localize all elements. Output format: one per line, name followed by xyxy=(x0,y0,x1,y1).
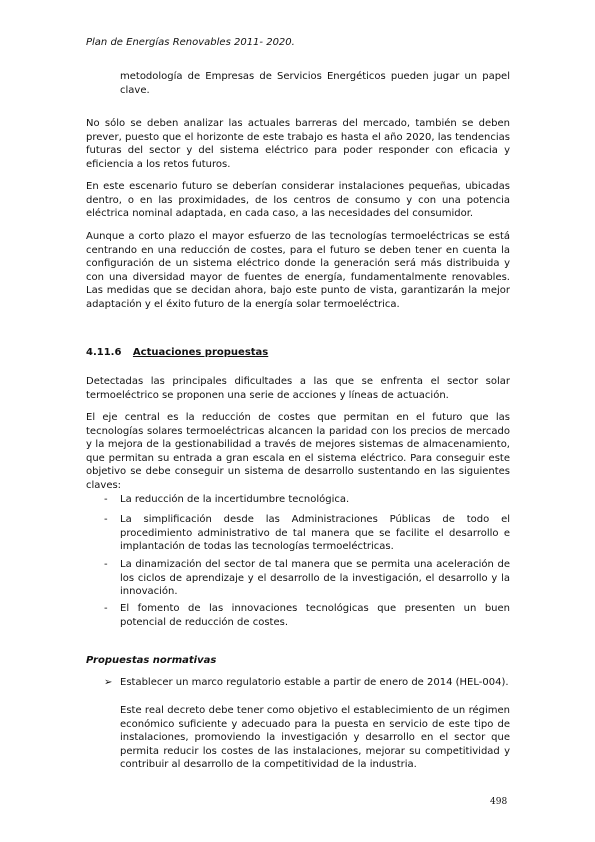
paragraph-continuation: metodología de Empresas de Servicios Energéticos pueden jugar un papel clave. xyxy=(120,71,510,96)
paragraph-difficulties: Detectadas las principales dificultades a las que se enfrenta el sector solar termoeléctrico se proponen una serie de acciones y líneas de actuación. xyxy=(86,376,510,401)
bullet-marker: - xyxy=(104,603,108,614)
section-heading xyxy=(86,347,268,358)
section-title: Actuaciones propuestas xyxy=(132,347,269,358)
page-number: 498 xyxy=(490,797,508,807)
list-item: La simplificación desde las Administraciones Públicas de todo el procedimiento administrativo de tal manera que se facilite el desarrollo e implantación de todas las tecnologías termoeléctricas. xyxy=(120,514,510,552)
paragraph-barriers: No sólo se deben analizar las actuales barreras del mercado, también se deben prever, puesto que el horizonte de este trabajo es hasta el año 2020, las tendencias futuras del sector y del sistema eléctrico para poder responder con eficacia y eficiencia a los retos futuros. xyxy=(86,118,510,170)
arrow-bullet-icon: ➢ xyxy=(104,677,113,688)
list-item: La dinamización del sector de tal manera que se permita una aceleración de los ciclos de aprendizaje y el desarrollo de la investigación, el desarrollo y la innovación. xyxy=(120,559,510,597)
bullet-marker: - xyxy=(104,559,108,570)
paragraph-scenario: En este escenario futuro se deberían considerar instalaciones pequeñas, ubicadas dentro, o en las proximidades, de los centros de consumo y con una potencia eléctrica nominal adaptada, en cada caso, a las necesidades del consumidor. xyxy=(86,181,510,219)
section-number: 4.11.6 xyxy=(86,347,122,358)
list-item: La reducción de la incertidumbre tecnológica. xyxy=(120,494,350,505)
subsection-heading: Propuestas normativas xyxy=(86,655,217,666)
bullet-marker: - xyxy=(104,494,108,505)
running-header: Plan de Energías Renovables 2011- 2020. xyxy=(86,37,295,48)
proposal-title: Establecer un marco regulatorio estable a partir de enero de 2014 (HEL-004). xyxy=(120,677,509,688)
proposal-body: Este real decreto debe tener como objetivo el establecimiento de un régimen económico suficiente y adecuado para la puesta en servicio de este tipo de instalaciones, promoviendo la investigación y desarrollo en el sector que permita reducir los costes de las instalaciones, mejorar su competitividad y contribuir al desarrollo de la competitividad de la industria. xyxy=(120,705,510,770)
paragraph-central-axis: El eje central es la reducción de costes que permitan en el futuro que las tecnologías solares termoeléctricas alcancen la paridad con los precios de mercado y la mejora de la gestionabilidad a través de mejores sistemas de almacenamiento, que permitan su entrada a gran escala en el sistema eléctrico. Para conseguir este objetivo se debe conseguir un sistema de desarrollo sustentando en las siguientes claves: xyxy=(86,412,510,491)
list-item: El fomento de las innovaciones tecnológicas que presenten un buen potencial de reducción de costes. xyxy=(120,603,510,628)
paragraph-cost-reduction: Aunque a corto plazo el mayor esfuerzo de las tecnologías termoeléctricas se está centrando en una reducción de costes, para el futuro se deben tener en cuenta la configuración de un sistema eléctrico donde la generación será más distribuida y con una diversidad mayor de fuentes de energía, fundamentalmente renovables. Las medidas que se decidan ahora, bajo este punto de vista, garantizarán la mejor adaptación y el éxito futuro de la energía solar termoeléctrica. xyxy=(86,231,510,310)
bullet-marker: - xyxy=(104,514,108,525)
